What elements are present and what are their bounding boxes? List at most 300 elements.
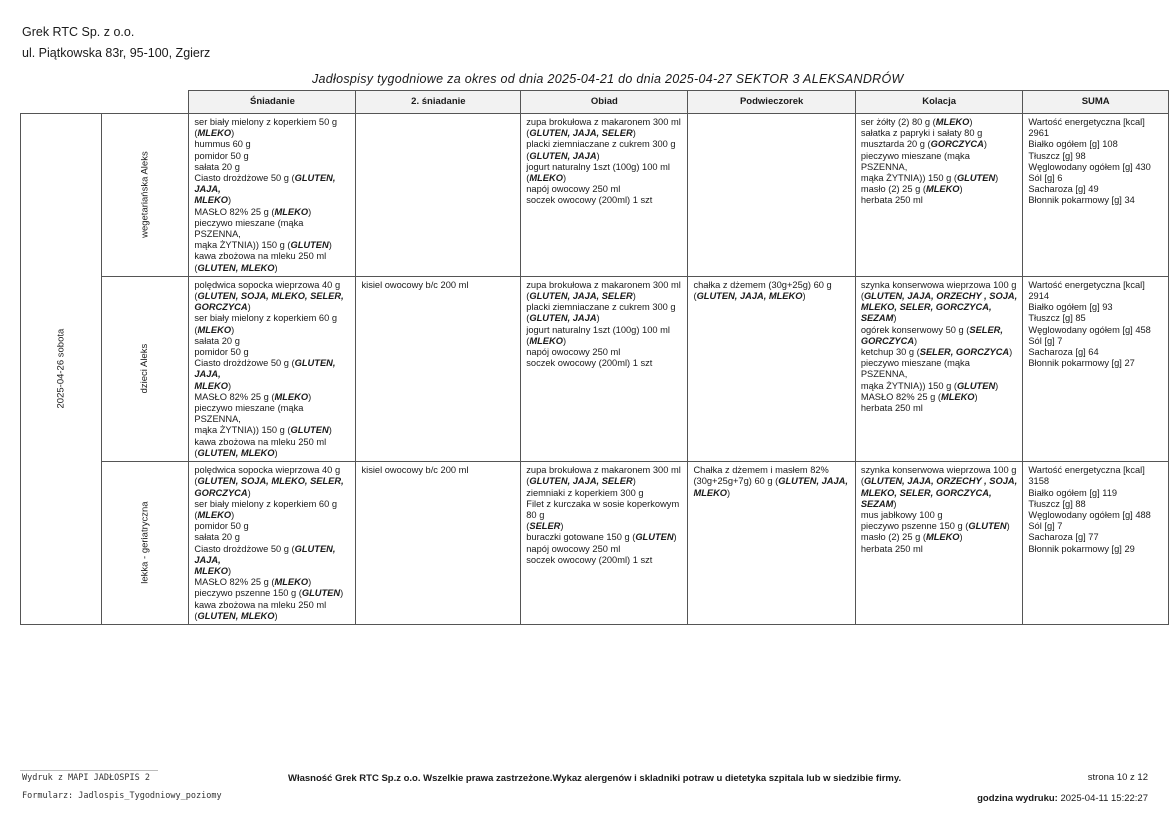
cell-line: [861, 117, 1019, 128]
allergen-text: GLUTEN: [956, 173, 996, 184]
item-text: ): [632, 128, 636, 139]
cell-line: [1028, 173, 1164, 184]
cell-line: [1028, 499, 1164, 510]
cell-line: [526, 151, 683, 162]
nutrition-summary-cell: [1023, 462, 1169, 625]
item-text: ): [231, 128, 235, 139]
item-text: ): [893, 498, 897, 509]
table-header-row: [21, 91, 1169, 114]
cell-line: [1028, 151, 1164, 162]
cell-line: [1028, 544, 1164, 555]
allergen-text: GLUTEN, MLEKO: [197, 262, 275, 273]
print-time-label: godzina wydruku:: [977, 793, 1058, 804]
cell-line: [861, 325, 1019, 336]
item-text: (: [526, 128, 530, 139]
allergen-text: GLUTEN, SOJA, MLEKO, SELER,: [197, 291, 344, 302]
item-text: (: [526, 313, 530, 324]
item-text: (: [194, 262, 198, 273]
diet-cell: [101, 462, 189, 625]
allergen-text: GLUTEN: [301, 588, 341, 599]
item-text: napój owocowy 250 ml: [526, 543, 621, 554]
item-text: Ciasto drożdżowe 50 g (: [194, 543, 295, 554]
nutrition-summary-cell: [1023, 276, 1169, 461]
item-text: ): [596, 313, 600, 324]
cell-line: [194, 151, 351, 162]
cell-line: [693, 291, 850, 302]
cell-line: [194, 611, 351, 622]
item-text: pomidor 50 g: [194, 347, 249, 358]
cell-line: [194, 325, 351, 336]
item-text: mąka ŻYTNIA)) 150 g (: [194, 240, 291, 251]
cell-line: [861, 381, 1019, 392]
item-text: kisiel owocowy b/c 200 ml: [361, 465, 469, 476]
item-text: ): [959, 532, 963, 543]
allergen-text: GLUTEN, MLEKO: [197, 447, 275, 458]
cell-line: [194, 218, 351, 240]
allergen-text: MLEKO: [274, 577, 309, 588]
item-text: ): [562, 335, 567, 346]
cell-line: [526, 162, 683, 173]
cell-line: [861, 195, 1019, 206]
print-time: [977, 793, 1148, 804]
column-header-podwieczorek: Podwieczorek: [688, 91, 855, 114]
allergen-text: MLEKO: [197, 324, 232, 335]
cell-line: [194, 448, 351, 459]
cell-line: [693, 476, 850, 487]
item-text: ): [1006, 521, 1010, 532]
allergen-text: MLEKO: [940, 391, 975, 402]
cell-line: [861, 392, 1019, 403]
allergen-text: GLUTEN, JAJA: [529, 313, 597, 324]
item-text: polędwica sopocka wieprzowa 40 g: [194, 279, 341, 290]
company-address: ul. Piątkowska 83r, 95-100, Zgierz: [22, 46, 211, 60]
item-text: ): [231, 509, 235, 520]
meal-cell-sniadanie: [189, 462, 356, 625]
item-text: ogórek konserwowy 50 g (: [860, 324, 970, 335]
allergen-text: GLUTEN, JAJA: [529, 150, 597, 161]
cell-line: [194, 240, 351, 251]
allergen-text: GLUTEN, JAJA, SELER: [529, 476, 633, 487]
cell-line: [526, 302, 683, 313]
cell-line: [1028, 139, 1164, 150]
allergen-text: GLUTEN: [956, 380, 996, 391]
allergen-text: MLEKO: [197, 128, 232, 139]
cell-line: [861, 302, 1019, 324]
printout-source: Wydruk z MAPI JADŁOSPIS 2: [22, 773, 150, 783]
cell-line: [194, 392, 351, 403]
item-text: Ciasto drożdżowe 50 g (: [194, 358, 295, 369]
item-text: (: [860, 476, 864, 487]
item-text: ): [227, 565, 232, 576]
item-text: Chałka z dżemem i masłem 82%: [693, 465, 829, 476]
allergen-text: MLEKO: [194, 380, 228, 391]
cell-line: [194, 544, 351, 566]
item-text: ): [914, 335, 918, 346]
allergen-text: MLEKO: [529, 173, 563, 184]
cell-line: [861, 521, 1019, 532]
allergen-text: GLUTEN: [635, 532, 674, 543]
item-text: pomidor 50 g: [194, 521, 249, 532]
cell-line: [194, 291, 351, 302]
allergen-text: GLUTEN: [968, 521, 1007, 532]
item-text: (: [194, 128, 198, 139]
item-text: Wartość energetyczna [kcal] 2914: [1028, 279, 1145, 302]
item-text: (: [194, 476, 198, 487]
item-text: ): [247, 487, 251, 498]
item-text: ): [328, 425, 332, 436]
allergen-text: GORCZYCA: [860, 335, 915, 346]
cell-line: [194, 510, 351, 521]
cell-line: [194, 313, 351, 324]
item-text: (: [526, 150, 530, 161]
allergen-text: MLEKO: [529, 335, 563, 346]
item-text: ): [227, 380, 232, 391]
cell-line: [526, 336, 683, 347]
item-text: kawa zbożowa na mleku 250 ml: [194, 436, 327, 447]
item-text: zupa brokułowa z makaronem 300 ml: [526, 117, 681, 127]
cell-line: [361, 465, 516, 476]
cell-line: [194, 280, 351, 291]
column-header-kolacja: Kolacja: [855, 91, 1023, 114]
cell-line: [194, 437, 351, 448]
item-text: ): [308, 391, 312, 402]
item-text: pieczywo pszenne 150 g (: [194, 588, 302, 599]
allergen-text: GLUTEN, JAJA,: [194, 358, 336, 380]
item-text: ): [673, 532, 677, 543]
item-text: Białko ogółem [g] 93: [1028, 302, 1113, 313]
allergen-text: SELER,: [969, 324, 1003, 335]
item-text: ): [562, 173, 567, 184]
item-text: (30g+25g+7g) 60 g (: [693, 476, 779, 487]
item-text: Tłuszcz [g] 85: [1028, 313, 1086, 324]
item-text: ketchup 30 g (: [860, 347, 920, 358]
item-text: ): [328, 240, 332, 251]
item-text: Białko ogółem [g] 108: [1028, 139, 1118, 150]
allergen-text: MLEKO: [925, 184, 960, 195]
header-blank-diet: [101, 91, 189, 114]
cell-line: [194, 358, 351, 380]
cell-line: [194, 347, 351, 358]
item-text: (: [526, 173, 530, 184]
item-text: napój owocowy 250 ml: [526, 347, 621, 358]
item-text: Węglowodany ogółem [g] 458: [1028, 324, 1151, 335]
cell-line: [194, 588, 351, 599]
item-text: (: [526, 335, 530, 346]
item-text: Sacharoza [g] 49: [1028, 184, 1099, 195]
cell-line: [526, 291, 683, 302]
table-row: [21, 276, 1169, 461]
item-text: ser biały mielony z koperkiem 60 g: [194, 498, 337, 509]
allergen-text: MLEKO: [935, 117, 970, 127]
item-text: Węglowodany ogółem [g] 488: [1028, 509, 1151, 520]
item-text: szynka konserwowa wieprzowa 100 g: [860, 279, 1017, 290]
cell-line: [194, 577, 351, 588]
cell-line: [693, 488, 850, 499]
item-text: (: [526, 291, 530, 302]
allergen-text: MLEKO: [693, 487, 728, 498]
allergen-text: GLUTEN, JAJA,: [194, 543, 336, 565]
item-text: ): [247, 302, 251, 313]
item-text: ): [802, 291, 806, 302]
cell-line: [526, 325, 683, 336]
cell-line: [526, 128, 683, 139]
meal-cell-podwieczorek: [688, 114, 855, 277]
allergen-text: GLUTEN, JAJA, ORZECHY , SOJA,: [863, 291, 1018, 302]
allergen-text: GLUTEN, JAJA, SELER: [529, 291, 633, 302]
item-text: Tłuszcz [g] 88: [1028, 498, 1086, 509]
cell-line: [861, 488, 1019, 510]
item-text: Wartość energetyczna [kcal] 3158: [1028, 465, 1145, 487]
meal-cell-obiad: [521, 276, 688, 461]
item-text: herbata 250 ml: [860, 403, 923, 414]
cell-line: [526, 499, 683, 521]
item-text: (: [860, 291, 864, 302]
allergen-text: MLEKO: [194, 565, 228, 576]
item-text: napój owocowy 250 ml: [526, 184, 621, 195]
item-text: herbata 250 ml: [860, 195, 923, 206]
item-text: ): [969, 117, 973, 127]
cell-line: [194, 600, 351, 611]
item-text: zupa brokułowa z makaronem 300 ml: [526, 465, 681, 476]
cell-line: [194, 195, 351, 206]
allergen-text: GLUTEN: [290, 240, 329, 251]
item-text: ser biały mielony z koperkiem 60 g: [194, 313, 337, 324]
company-info: [22, 22, 210, 64]
item-text: ser biały mielony z koperkiem 50 g: [194, 117, 337, 127]
item-text: pomidor 50 g: [194, 150, 249, 161]
cell-line: [526, 555, 683, 566]
allergen-text: GORCZYCA: [930, 139, 984, 150]
allergen-text: MLEKO, SELER, GORCZYCA, SEZAM: [860, 487, 992, 509]
cell-line: [693, 280, 850, 291]
cell-line: [1028, 532, 1164, 543]
item-text: ): [1009, 347, 1013, 358]
diet-cell: [101, 114, 189, 277]
allergen-text: SELER: [529, 521, 561, 532]
cell-line: [526, 184, 683, 195]
item-text: szynka konserwowa wieprzowa 100 g: [860, 465, 1017, 476]
cell-line: [194, 251, 351, 262]
item-text: polędwica sopocka wieprzowa 40 g: [194, 465, 341, 476]
page-title: Jadłospisy tygodniowe za okres od dnia 2025-04-21 do dnia 2025-04-27 SEKTOR 3 ALEKSANDRÓW: [312, 72, 904, 86]
item-text: (: [194, 610, 198, 621]
item-text: ): [227, 195, 232, 206]
cell-line: [861, 291, 1019, 302]
allergen-text: MLEKO, SELER, GORCZYCA, SEZAM: [860, 302, 992, 324]
cell-line: [861, 280, 1019, 291]
item-text: pieczywo pszenne 150 g (: [860, 521, 969, 532]
allergen-text: GLUTEN, JAJA, SELER: [529, 128, 633, 139]
column-header-suma: SUMA: [1023, 91, 1169, 114]
item-text: Sól [g] 7: [1028, 521, 1063, 532]
item-text: ): [308, 577, 312, 588]
cell-line: [194, 425, 351, 436]
table-row: [21, 114, 1169, 277]
cell-line: [526, 532, 683, 543]
header-blank-date: [21, 91, 102, 114]
item-text: (: [194, 291, 198, 302]
item-text: mąka ŻYTNIA)) 150 g (: [860, 380, 957, 391]
diet-label: lekka - geriatryczna: [139, 501, 151, 585]
allergen-text: MLEKO: [925, 532, 960, 543]
item-text: jogurt naturalny 1szt (100g) 100 ml: [526, 324, 670, 335]
item-text: ): [893, 313, 897, 324]
item-text: ): [231, 324, 235, 335]
cell-line: [861, 532, 1019, 543]
item-text: Ciasto drożdżowe 50 g (: [194, 173, 295, 184]
item-text: ): [632, 291, 636, 302]
cell-line: [361, 280, 516, 291]
cell-line: [194, 381, 351, 392]
item-text: (: [526, 521, 530, 532]
item-text: ): [727, 487, 731, 498]
item-text: soczek owocowy (200ml) 1 szt: [526, 195, 653, 206]
cell-line: [194, 465, 351, 476]
item-text: Sól [g] 6: [1028, 173, 1063, 184]
cell-line: [693, 465, 850, 476]
item-text: Białko ogółem [g] 119: [1028, 487, 1118, 498]
ownership-note: Własność Grek RTC Sp.z o.o. Wszelkie prawa zastrzeżone.Wykaz alergenów i skladniki potraw u dietetyka szpitala lub w siedzibie firmy.: [288, 773, 902, 784]
item-text: (: [194, 324, 198, 335]
item-text: Sacharoza [g] 77: [1028, 532, 1099, 543]
item-text: ): [274, 610, 278, 621]
item-text: soczek owocowy (200ml) 1 szt: [526, 358, 653, 369]
cell-line: [1028, 347, 1164, 358]
cell-line: [194, 336, 351, 347]
item-text: (: [194, 509, 198, 520]
item-text: ser żółty (2) 80 g (: [860, 117, 936, 127]
item-text: Wartość energetyczna [kcal] 2961: [1028, 117, 1145, 139]
item-text: kawa zbożowa na mleku 250 ml: [194, 599, 327, 610]
cell-line: [1028, 336, 1164, 347]
column-header-drugie-sniadanie: 2. śniadanie: [356, 91, 521, 114]
allergen-text: GORCZYCA: [194, 302, 248, 313]
item-text: Tłuszcz [g] 98: [1028, 150, 1086, 161]
meal-cell-drugie-sniadanie: [356, 462, 521, 625]
cell-line: [526, 280, 683, 291]
meal-cell-podwieczorek: [688, 276, 855, 461]
cell-line: [861, 336, 1019, 347]
allergen-text: GLUTEN, JAJA,: [194, 173, 336, 195]
item-text: Sól [g] 7: [1028, 335, 1063, 346]
cell-line: [861, 510, 1019, 521]
cell-line: [526, 347, 683, 358]
cell-line: [861, 128, 1019, 139]
meal-cell-kolacja: [855, 276, 1023, 461]
item-text: jogurt naturalny 1szt (100g) 100 ml: [526, 161, 670, 172]
cell-line: [1028, 195, 1164, 206]
item-text: masło (2) 25 g (: [860, 184, 926, 195]
item-text: ): [974, 391, 978, 402]
cell-line: [1028, 302, 1164, 313]
meal-cell-drugie-sniadanie: [356, 114, 521, 277]
item-text: pieczywo mieszane (mąka PSZENNA,: [860, 150, 970, 172]
item-text: MASŁO 82% 25 g (: [194, 206, 275, 217]
item-text: kisiel owocowy b/c 200 ml: [361, 279, 469, 290]
item-text: chałka z dżemem (30g+25g) 60 g: [693, 279, 832, 290]
item-text: placki ziemniaczane z cukrem 300 g: [526, 139, 676, 150]
page-info: strona 10 z 12: [1087, 772, 1148, 783]
item-text: MASŁO 82% 25 g (: [860, 391, 941, 402]
weekly-menu-table: [20, 90, 1169, 625]
item-text: (: [194, 447, 198, 458]
nutrition-summary-cell: [1023, 114, 1169, 277]
cell-line: [194, 302, 351, 313]
item-text: buraczki gotowane 150 g (: [526, 532, 636, 543]
item-text: MASŁO 82% 25 g (: [194, 391, 275, 402]
cell-line: [1028, 488, 1164, 499]
allergen-text: GLUTEN, SOJA, MLEKO, SELER,: [197, 476, 344, 487]
cell-line: [861, 139, 1019, 150]
cell-line: [861, 403, 1019, 414]
cell-line: [526, 476, 683, 487]
cell-line: [194, 128, 351, 139]
cell-line: [194, 403, 351, 425]
meal-cell-sniadanie: [189, 276, 356, 461]
cell-line: [1028, 510, 1164, 521]
meal-cell-podwieczorek: [688, 462, 855, 625]
allergen-text: GLUTEN, JAJA,: [778, 476, 848, 487]
item-text: pieczywo mieszane (mąka PSZENNA,: [194, 403, 304, 425]
item-text: sałata 20 g: [194, 335, 240, 346]
date-cell: [21, 114, 102, 625]
meal-cell-obiad: [521, 462, 688, 625]
allergen-text: MLEKO: [194, 195, 228, 206]
item-text: ): [983, 139, 987, 150]
item-text: mąka ŻYTNIA)) 150 g (: [860, 173, 957, 184]
item-text: sałatka z papryki i sałaty 80 g: [860, 128, 983, 139]
cell-line: [194, 476, 351, 487]
item-text: MASŁO 82% 25 g (: [194, 577, 275, 588]
item-text: musztarda 20 g (: [860, 139, 931, 150]
allergen-text: GORCZYCA: [194, 487, 248, 498]
cell-line: [194, 173, 351, 195]
allergen-text: MLEKO: [274, 391, 309, 402]
footer-divider: [20, 770, 158, 771]
item-text: (: [693, 291, 697, 302]
item-text: herbata 250 ml: [860, 543, 923, 554]
cell-line: [194, 488, 351, 499]
company-name: Grek RTC Sp. z o.o.: [22, 25, 135, 39]
cell-line: [194, 566, 351, 577]
cell-line: [1028, 325, 1164, 336]
cell-line: [861, 358, 1019, 380]
item-text: ): [560, 521, 564, 532]
form-name: Formularz: Jadlospis_Tygodniowy_poziomy: [22, 791, 222, 801]
meal-cell-obiad: [521, 114, 688, 277]
cell-line: [1028, 117, 1164, 139]
item-text: ): [596, 150, 600, 161]
item-text: ziemniaki z koperkiem 300 g: [526, 487, 644, 498]
allergen-text: GLUTEN, JAJA, ORZECHY , SOJA,: [863, 476, 1018, 487]
item-text: ): [632, 476, 636, 487]
cell-line: [194, 207, 351, 218]
item-text: pieczywo mieszane (mąka PSZENNA,: [860, 358, 970, 380]
cell-line: [526, 139, 683, 150]
meal-cell-kolacja: [855, 462, 1023, 625]
cell-line: [194, 263, 351, 274]
item-text: ): [340, 588, 344, 599]
item-text: pieczywo mieszane (mąka PSZENNA,: [194, 217, 304, 240]
diet-label: wegetariańska Aleks: [139, 151, 151, 239]
item-text: Sacharoza [g] 64: [1028, 347, 1099, 358]
cell-line: [526, 488, 683, 499]
item-text: (: [526, 476, 530, 487]
allergen-text: SELER, GORCZYCA: [919, 347, 1010, 358]
cell-line: [194, 117, 351, 128]
item-text: Błonnik pokarmowy [g] 29: [1028, 543, 1135, 554]
item-text: mus jabłkowy 100 g: [860, 509, 943, 520]
